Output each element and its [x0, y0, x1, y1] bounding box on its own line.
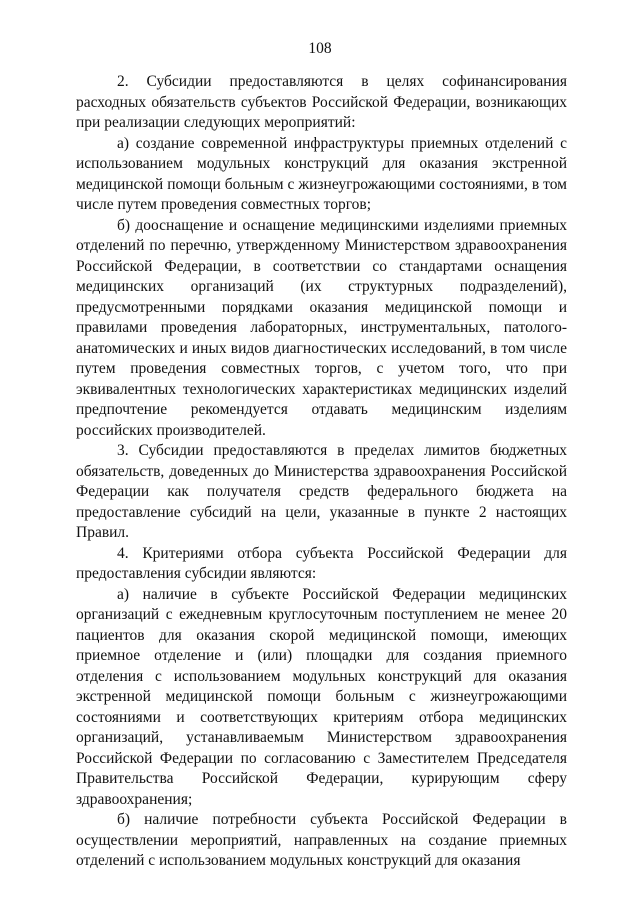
document-body	[76, 72, 567, 872]
paragraph-2b-equipment: б) дооснащение и оснащение медицинскими изделиями приемных отделений по перечню, утвержденному Министерством здравоохранения Российской Федерации, в соответствии со стандартами оснащения медицинских организаций (их структурных подразделений), предусмотренными порядками оказания медицинской помощи и правилами проведения лабораторных, инструментальных, патолого-анатомических и иных видов диагностических исследований, в том числе путем проведения совместных торгов, с учетом того, что при эквивалентных технологических характеристиках медицинских изделий предпочтение рекомендуется отдавать медицинским изделиям российских производителей.	[76, 216, 567, 439]
paragraph-3-budget-limits: 3. Субсидии предоставляются в пределах лимитов бюджетных обязательств, доведенных до Министерства здравоохранения Российской Федерации как получателя средств федерального бюджета на предоставление субсидий на цели, указанные в пункте 2 настоящих Правил.	[76, 442, 567, 541]
paragraph-4b-criterion: б) наличие потребности субъекта Российской Федерации в осуществлении мероприятий, направленных на создание приемных отделений с использованием модульных конструкций для оказания	[76, 811, 567, 869]
paragraph-4a-criterion: а) наличие в субъекте Российской Федерации медицинских организаций с ежедневным круглосуточным поступлением не менее 20 пациентов для оказания скорой медицинской помощи, имеющих приемное отделение и (или) площадки для создания приемного отделения с использованием модульных конструкций для оказания экстренной медицинской помощи больным с жизнеугрожающими состояниями и соответствующих критериям отбора медицинских организаций, устанавливаемым Министерством здравоохранения Российской Федерации по согласованию с Заместителем Председателя Правительства Российской Федерации, курирующим сферу здравоохранения;	[76, 585, 567, 808]
page-number: 108	[308, 40, 332, 57]
paragraph-2-subsidies-purpose: 2. Субсидии предоставляются в целях софинансирования расходных обязательств субъектов Российской Федерации, возникающих при реализации следующих мероприятий:	[76, 73, 567, 131]
paragraph-2a-infrastructure: а) создание современной инфраструктуры приемных отделений с использованием модульных конструкций для оказания экстренной медицинской помощи больным с жизнеугрожающими состояниями, в том числе путем проведения совместных торгов;	[76, 134, 567, 213]
paragraph-4-selection-criteria: 4. Критериями отбора субъекта Российской Федерации для предоставления субсидии являются:	[76, 544, 567, 582]
